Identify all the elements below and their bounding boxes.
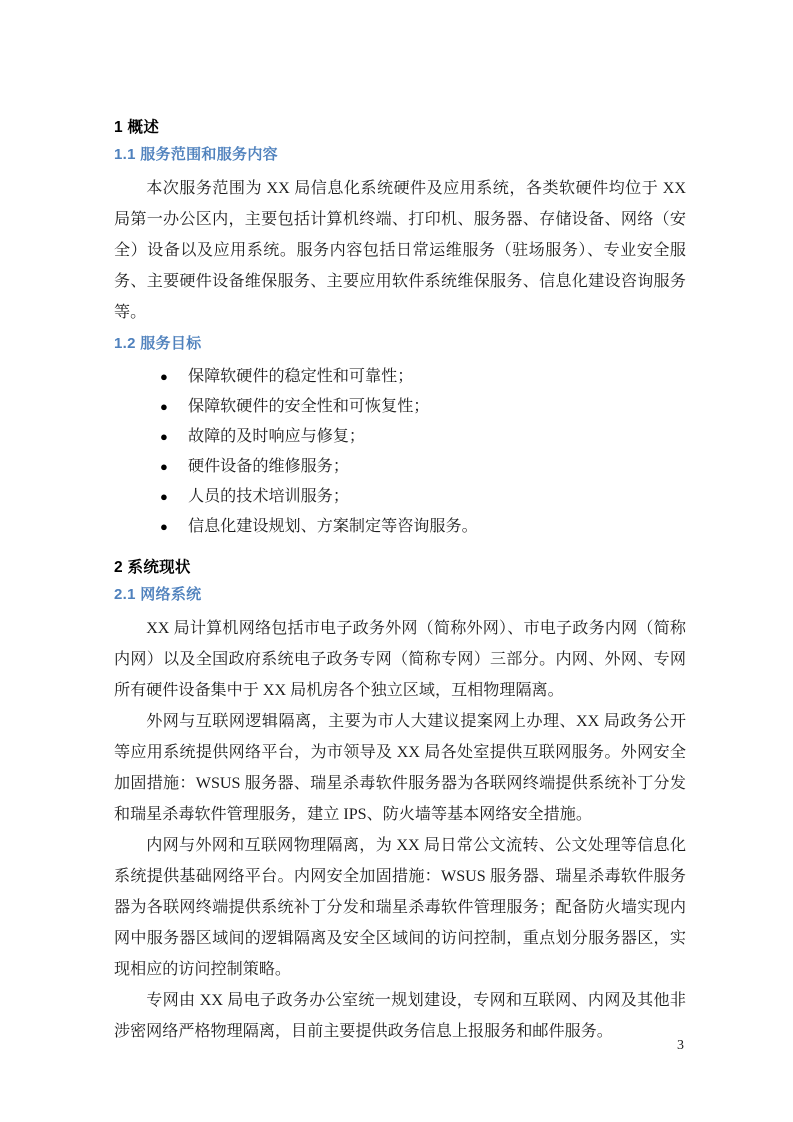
list-item-label: 信息化建设规划、方案制定等咨询服务。 xyxy=(188,517,478,535)
list-item-label: 保障软硬件的稳定性和可靠性； xyxy=(188,367,414,385)
subsection-heading-1-1: 1.1 服务范围和服务内容 xyxy=(114,146,278,164)
list-item-label: 故障的及时响应与修复； xyxy=(188,427,366,445)
list-item xyxy=(114,512,686,542)
bullet-icon: ● xyxy=(160,368,168,384)
list-item xyxy=(114,482,686,512)
list-item xyxy=(114,392,686,422)
section-heading-2: 2 系统现状 xyxy=(114,558,191,576)
list-item xyxy=(114,422,686,452)
bullet-icon: ● xyxy=(160,428,168,444)
paragraph-service-scope: 本次服务范围为 XX 局信息化系统硬件及应用系统，各类软硬件均位于 XX 局第一办公区内，主要包括计算机终端、打印机、服务器、存储设备、网络（安全）设备以及应用系统。服务内容包括日常运维服务（驻场服务）、专业安全服务、主要硬件设备维保服务、主要应用软件系统维保服务、信息化建设咨询服务等。 xyxy=(114,180,686,322)
list-item xyxy=(114,362,686,392)
paragraph-external-network: 外网与互联网逻辑隔离，主要为市人大建议提案网上办理、XX 局政务公开等应用系统提供网络平台，为市领导及 XX 局各处室提供互联网服务。外网安全加固措施：WSUS 服务器、瑞星杀毒软件服务器为各联网终端提供系统补丁分发和瑞星杀毒软件管理服务，建立 IPS、防火墙等基本网络安全措施。 xyxy=(114,713,686,823)
list-item-label: 保障软硬件的安全性和可恢复性； xyxy=(188,397,430,415)
paragraph-dedicated-network: 专网由 XX 局电子政务办公室统一规划建设，专网和互联网、内网及其他非涉密网络严格物理隔离，目前主要提供政务信息上报服务和邮件服务。 xyxy=(114,992,686,1040)
paragraph-internal-network: 内网与外网和互联网物理隔离，为 XX 局日常公文流转、公文处理等信息化系统提供基础网络平台。内网安全加固措施：WSUS 服务器、瑞星杀毒软件服务器为各联网终端提供系统补丁分发和瑞星杀毒软件管理服务；配备防火墙实现内网中服务器区域间的逻辑隔离及安全区域间的访问控制，重点划分服务器区，实现相应的访问控制策略。 xyxy=(114,837,686,978)
bullet-icon: ● xyxy=(160,458,168,474)
list-item-label: 硬件设备的维修服务； xyxy=(188,457,349,475)
page-content xyxy=(114,118,686,1047)
bullet-icon: ● xyxy=(160,398,168,414)
page-number: 3 xyxy=(677,1038,684,1053)
service-goals-list xyxy=(114,362,686,542)
paragraph-network-overview: XX 局计算机网络包括市电子政务外网（简称外网）、市电子政务内网（简称内网）以及全国政府系统电子政务专网（简称专网）三部分。内网、外网、专网所有硬件设备集中于 XX 局机房各个独立区域，互相物理隔离。 xyxy=(114,620,686,699)
section-heading-1: 1 概述 xyxy=(114,119,160,136)
subsection-heading-1-2: 1.2 服务目标 xyxy=(114,335,202,353)
subsection-heading-2-1: 2.1 网络系统 xyxy=(114,586,202,604)
bullet-icon: ● xyxy=(160,518,168,534)
list-item xyxy=(114,452,686,482)
bullet-icon: ● xyxy=(160,488,168,504)
list-item-label: 人员的技术培训服务； xyxy=(188,487,349,505)
